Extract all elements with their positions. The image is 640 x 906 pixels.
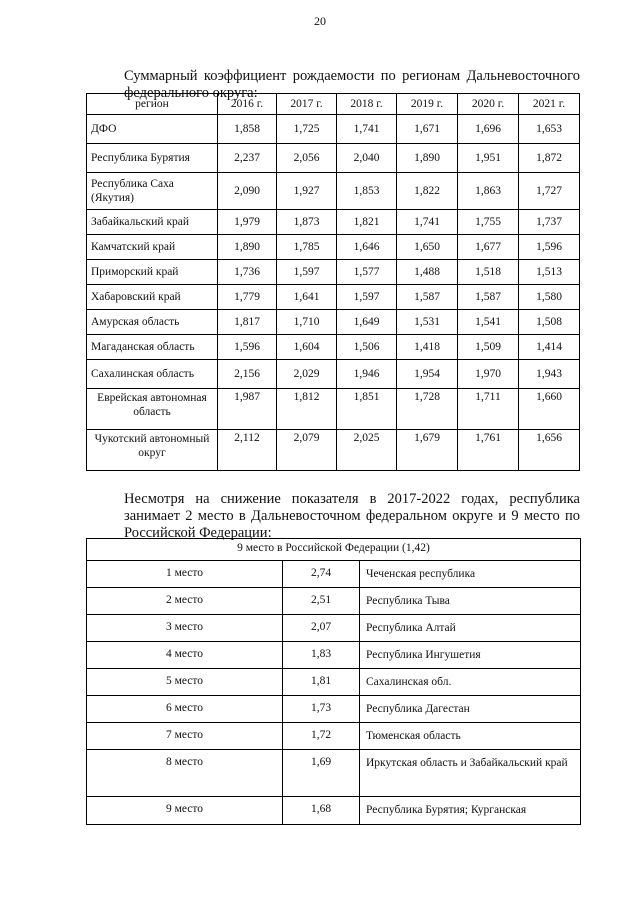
value-cell: 1,863	[458, 173, 519, 210]
table-row	[87, 588, 581, 615]
value-cell: 1,725	[277, 115, 337, 144]
value-cell: 1,518	[458, 260, 519, 285]
value-cell: 1,890	[218, 235, 277, 260]
value-cell: 1,979	[218, 210, 277, 235]
table-row	[87, 723, 581, 750]
value-cell: 2,74	[283, 561, 360, 588]
value-cell: 2,237	[218, 144, 277, 173]
region-name: Чеченская республика	[360, 561, 581, 588]
place-cell: 2 место	[87, 588, 283, 615]
value-cell: 1,853	[337, 173, 397, 210]
table-row	[87, 115, 580, 144]
table-row	[87, 561, 581, 588]
value-cell: 1,646	[337, 235, 397, 260]
region-name: Еврейская автономная область	[87, 389, 218, 430]
value-cell: 1,987	[218, 389, 277, 430]
region-name: Республика Бурятия	[87, 144, 218, 173]
header-region: регион	[87, 94, 218, 115]
table-row	[87, 797, 581, 825]
intro-text: Суммарный коэффициент рождаемости по регионам Дальневосточного федерального округа:	[124, 68, 580, 101]
header-2021: 2021 г.	[519, 94, 580, 115]
value-cell: 1,711	[458, 389, 519, 430]
value-cell: 1,660	[519, 389, 580, 430]
value-cell: 1,710	[277, 310, 337, 335]
ranking-table	[86, 538, 581, 825]
table-row	[87, 750, 581, 797]
region-name: Сахалинская область	[87, 360, 218, 389]
region-name: Республика Ингушетия	[360, 642, 581, 669]
region-name: Магаданская область	[87, 335, 218, 360]
table-row	[87, 615, 581, 642]
value-cell: 1,508	[519, 310, 580, 335]
value-cell: 1,577	[337, 260, 397, 285]
region-name: Республика Алтай	[360, 615, 581, 642]
region-name: Республика Саха (Якутия)	[87, 173, 218, 210]
value-cell: 2,056	[277, 144, 337, 173]
header-2019: 2019 г.	[397, 94, 458, 115]
table-row	[87, 360, 580, 389]
value-cell: 1,927	[277, 173, 337, 210]
place-cell: 1 место	[87, 561, 283, 588]
value-cell: 1,679	[397, 430, 458, 471]
place-cell: 9 место	[87, 797, 283, 825]
value-cell: 1,785	[277, 235, 337, 260]
value-cell: 1,812	[277, 389, 337, 430]
table-row	[87, 235, 580, 260]
region-name: Приморский край	[87, 260, 218, 285]
value-cell: 1,696	[458, 115, 519, 144]
header-2016: 2016 г.	[218, 94, 277, 115]
value-cell: 1,851	[337, 389, 397, 430]
value-cell: 2,112	[218, 430, 277, 471]
ranking-text: Несмотря на снижение показателя в 2017-2022 годах, республика занимает 2 место в Дальневосточном федеральном округе и 9 место по Российской Федерации:	[124, 491, 580, 541]
table-row	[87, 430, 580, 471]
value-cell: 1,513	[519, 260, 580, 285]
value-cell: 1,890	[397, 144, 458, 173]
table-header-row	[87, 94, 580, 115]
value-cell: 1,68	[283, 797, 360, 825]
region-name: Чукотский автономный округ	[87, 430, 218, 471]
value-cell: 1,509	[458, 335, 519, 360]
value-cell: 1,488	[397, 260, 458, 285]
place-cell: 4 место	[87, 642, 283, 669]
value-cell: 1,596	[218, 335, 277, 360]
value-cell: 1,761	[458, 430, 519, 471]
region-name: Республика Тыва	[360, 588, 581, 615]
value-cell: 1,677	[458, 235, 519, 260]
value-cell: 1,596	[519, 235, 580, 260]
ranking-paragraph	[86, 491, 580, 542]
region-name: Хабаровский край	[87, 285, 218, 310]
table-row	[87, 642, 581, 669]
value-cell: 1,736	[218, 260, 277, 285]
value-cell: 1,779	[218, 285, 277, 310]
value-cell: 1,649	[337, 310, 397, 335]
value-cell: 1,597	[337, 285, 397, 310]
value-cell: 1,822	[397, 173, 458, 210]
table-row	[87, 669, 581, 696]
table-row	[87, 260, 580, 285]
value-cell: 1,954	[397, 360, 458, 389]
value-cell: 1,418	[397, 335, 458, 360]
value-cell: 1,946	[337, 360, 397, 389]
fertility-table	[86, 93, 580, 471]
region-name: Сахалинская обл.	[360, 669, 581, 696]
value-cell: 1,506	[337, 335, 397, 360]
region-name: Республика Дагестан	[360, 696, 581, 723]
table-row	[87, 310, 580, 335]
value-cell: 2,090	[218, 173, 277, 210]
value-cell: 1,641	[277, 285, 337, 310]
table-row	[87, 285, 580, 310]
table-row	[87, 335, 580, 360]
ranking-header-row	[87, 539, 581, 561]
place-cell: 7 место	[87, 723, 283, 750]
value-cell: 1,728	[397, 389, 458, 430]
value-cell: 1,656	[519, 430, 580, 471]
table-row	[87, 696, 581, 723]
place-cell: 5 место	[87, 669, 283, 696]
value-cell: 1,737	[519, 210, 580, 235]
header-2020: 2020 г.	[458, 94, 519, 115]
value-cell: 1,741	[337, 115, 397, 144]
value-cell: 1,873	[277, 210, 337, 235]
value-cell: 2,156	[218, 360, 277, 389]
region-name: Тюменская область	[360, 723, 581, 750]
table-row	[87, 173, 580, 210]
value-cell: 1,943	[519, 360, 580, 389]
region-name: Забайкальский край	[87, 210, 218, 235]
value-cell: 1,83	[283, 642, 360, 669]
table-row	[87, 144, 580, 173]
value-cell: 1,531	[397, 310, 458, 335]
value-cell: 2,079	[277, 430, 337, 471]
value-cell: 2,029	[277, 360, 337, 389]
header-2018: 2018 г.	[337, 94, 397, 115]
region-name: Амурская область	[87, 310, 218, 335]
value-cell: 2,07	[283, 615, 360, 642]
value-cell: 2,025	[337, 430, 397, 471]
value-cell: 1,970	[458, 360, 519, 389]
value-cell: 1,821	[337, 210, 397, 235]
value-cell: 1,81	[283, 669, 360, 696]
region-name: Республика Бурятия; Курганская	[360, 797, 581, 825]
value-cell: 2,040	[337, 144, 397, 173]
region-name: Камчатский край	[87, 235, 218, 260]
value-cell: 1,755	[458, 210, 519, 235]
value-cell: 1,653	[519, 115, 580, 144]
ranking-header: 9 место в Российской Федерации (1,42)	[87, 539, 581, 561]
value-cell: 1,650	[397, 235, 458, 260]
value-cell: 1,727	[519, 173, 580, 210]
region-name: ДФО	[87, 115, 218, 144]
value-cell: 1,671	[397, 115, 458, 144]
value-cell: 1,951	[458, 144, 519, 173]
header-2017: 2017 г.	[277, 94, 337, 115]
place-cell: 8 место	[87, 750, 283, 797]
value-cell: 1,73	[283, 696, 360, 723]
value-cell: 1,414	[519, 335, 580, 360]
table-row	[87, 389, 580, 430]
value-cell: 1,69	[283, 750, 360, 797]
value-cell: 1,587	[397, 285, 458, 310]
value-cell: 1,872	[519, 144, 580, 173]
table-row	[87, 210, 580, 235]
region-name: Иркутская область и Забайкальский край	[360, 750, 581, 797]
place-cell: 3 место	[87, 615, 283, 642]
value-cell: 1,72	[283, 723, 360, 750]
value-cell: 2,51	[283, 588, 360, 615]
place-cell: 6 место	[87, 696, 283, 723]
value-cell: 1,858	[218, 115, 277, 144]
value-cell: 1,541	[458, 310, 519, 335]
value-cell: 1,597	[277, 260, 337, 285]
page-number: 20	[314, 14, 326, 28]
value-cell: 1,587	[458, 285, 519, 310]
value-cell: 1,741	[397, 210, 458, 235]
value-cell: 1,604	[277, 335, 337, 360]
value-cell: 1,817	[218, 310, 277, 335]
value-cell: 1,580	[519, 285, 580, 310]
